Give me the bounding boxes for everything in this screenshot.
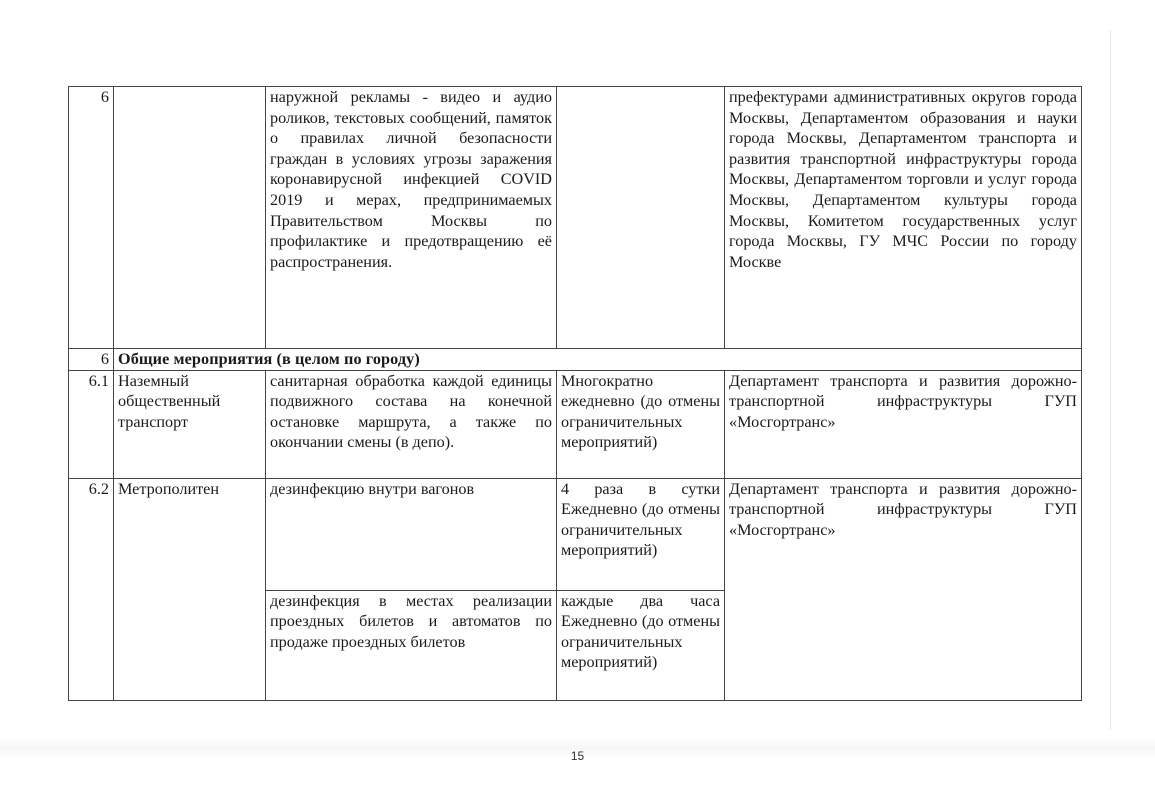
section-number-cell	[69, 349, 114, 371]
table-row-6-2	[69, 478, 1082, 590]
scan-margin-line	[1110, 30, 1111, 730]
table-row-6-1	[69, 370, 1082, 478]
frequency-cell: каждые два часа Ежедневно (до отмены ограничительных мероприятий)	[557, 590, 725, 700]
responsible-cell: Департамент транспорта и развития дорожно-транспортной инфраструктуры ГУП «Мосгортранс»	[725, 478, 1082, 700]
row-number: 6.1	[88, 371, 109, 390]
table-row-section	[69, 349, 1082, 371]
object-cell: Наземный общественный транспорт	[114, 370, 266, 478]
section-number: 6	[100, 350, 109, 368]
frequency-cell: 4 раза в сутки Ежедневно (до отмены ограничительных мероприятий)	[557, 478, 725, 590]
measures-table	[68, 86, 1082, 701]
responsible-cell: префектурами административных округов города Москвы, Департаментом образования и науки города Москвы, Департаментом транспорта и развития транспортной инфраструктуры города Москвы, Департаментом торговли и услуг города Москвы, Департаментом культуры города Москвы, Комитетом государственных услуг города Москвы, ГУ МЧС России по городу Москве	[725, 87, 1082, 349]
measure-cell: дезинфекция в местах реализации проездных билетов и автоматов по продаже проездных билетов	[266, 590, 557, 700]
measure-cell: санитарная обработка каждой единицы подвижного состава на конечной остановке маршрута, а также по окончании смены (в депо).	[266, 370, 557, 478]
table-row-continuation	[69, 87, 1082, 349]
page-number: 15	[570, 749, 585, 763]
row-number-cell	[69, 87, 114, 349]
frequency-cell: Многократно ежедневно (до отмены ограничительных мероприятий)	[557, 370, 725, 478]
row-number: 6	[100, 88, 109, 106]
object-cell: Метрополитен	[114, 478, 266, 700]
row-number: 6.2	[88, 479, 109, 498]
frequency-cell	[557, 87, 725, 349]
object-cell	[114, 87, 266, 349]
row-number-cell	[69, 478, 114, 700]
section-title: Общие мероприятия (в целом по городу)	[114, 349, 1082, 371]
responsible-cell: Департамент транспорта и развития дорожно-транспортной инфраструктуры ГУП «Мосгортранс»	[725, 370, 1082, 478]
row-number-cell	[69, 370, 114, 478]
measure-cell: наружной рекламы - видео и аудио роликов, текстовых сообщений, памяток о правилах личной безопасности граждан в условиях угрозы заражения коронавирусной инфекцией COVID 2019 и мерах, предпринимаемых Правительством Москвы по профилактике и предотвращению её распространения.	[266, 87, 557, 349]
measure-cell: дезинфекцию внутри вагонов	[266, 478, 557, 590]
